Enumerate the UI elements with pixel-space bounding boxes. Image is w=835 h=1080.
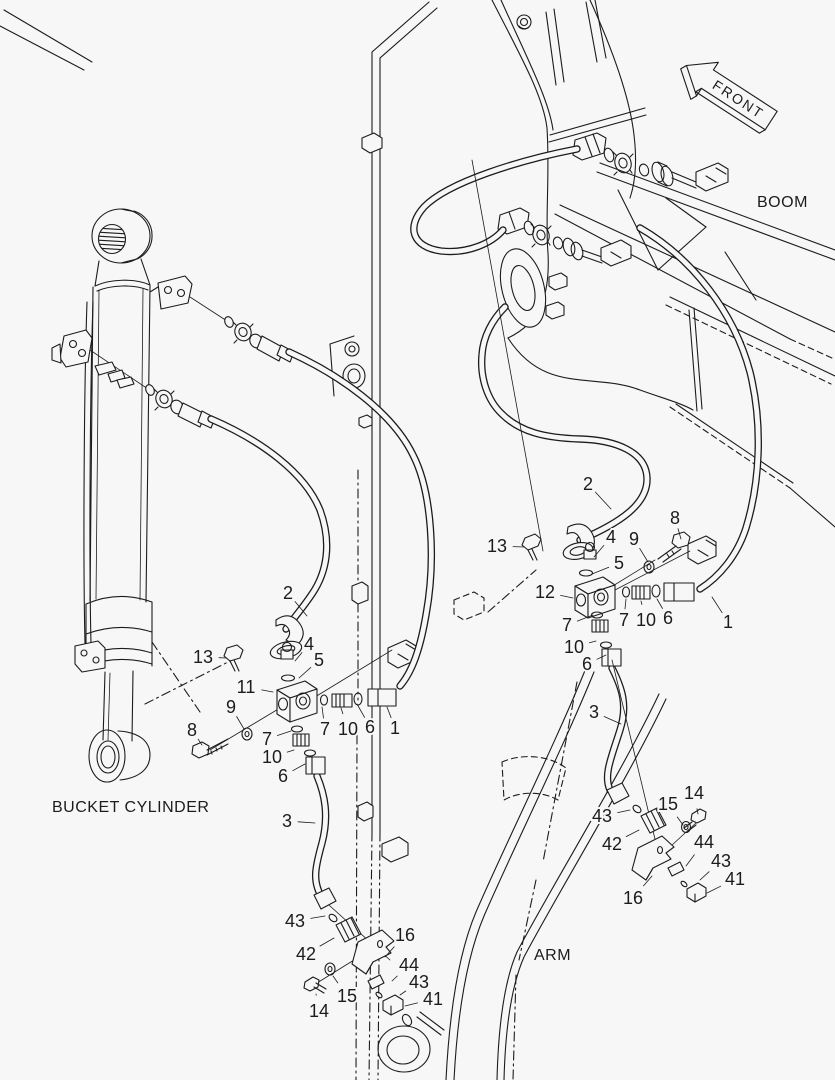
part-number-callout: 43	[591, 806, 613, 826]
hose-1-right	[640, 228, 758, 589]
part-number-callout: 10	[563, 637, 585, 657]
part-number-callout: 44	[398, 955, 420, 975]
part-number-callout: 4	[605, 527, 617, 547]
part-number-callout: 9	[628, 529, 640, 549]
part-number-callout: 2	[282, 583, 294, 603]
part-number-callout: 6	[277, 766, 289, 786]
callout-leader-line	[341, 708, 343, 714]
callout-leader-line	[604, 717, 621, 725]
part-number-callout: 13	[192, 647, 214, 667]
callout-leader-line	[712, 597, 722, 613]
arm-bottom-boss	[378, 1012, 444, 1072]
arm-label: ARM	[534, 947, 572, 964]
part-number-callout: 43	[408, 972, 430, 992]
callout-leader-line	[640, 548, 648, 562]
part-number-callout: 41	[422, 989, 444, 1009]
callout-leader-line	[625, 599, 626, 609]
callout-leader-line	[357, 704, 365, 717]
part-number-callout: 7	[561, 615, 573, 635]
part-number-callout: 9	[225, 697, 237, 717]
front-label: FRONT	[709, 76, 768, 122]
bucket-cylinder-label: BUCKET CYLINDER	[52, 799, 210, 816]
part-number-callout: 16	[394, 925, 416, 945]
part-number-callout: 41	[724, 869, 746, 889]
callout-leader-line	[299, 667, 311, 678]
callout-leader-line	[592, 567, 609, 574]
boom-upper-connector	[573, 133, 728, 191]
part-number-callout: 1	[722, 612, 734, 632]
part-number-callout: 7	[261, 729, 273, 749]
part-number-callout: 3	[588, 702, 600, 722]
callout-leader-line	[686, 855, 694, 866]
hose-top-loop	[414, 149, 577, 251]
callout-leader-line	[626, 830, 639, 837]
part-number-callout: 10	[261, 747, 283, 767]
dashed-bracket	[454, 592, 484, 620]
cylinder-lower-port-flange	[52, 330, 148, 389]
bucket-cylinder-drawing	[52, 209, 294, 782]
part-number-callout: 4	[303, 634, 315, 654]
callout-leader-line	[657, 599, 663, 609]
callout-leader-line	[287, 750, 294, 752]
callout-leader-line	[707, 886, 721, 893]
cylinder-upper-port-flange	[150, 276, 227, 321]
cylinder-upper-connector	[223, 315, 294, 362]
part-number-callout: 15	[336, 986, 358, 1006]
part-number-callout: 8	[186, 720, 198, 740]
callout-leader-line	[400, 991, 406, 995]
part-number-callout: 43	[284, 911, 306, 931]
part-number-callout: 10	[337, 719, 359, 739]
callout-leader-line	[298, 822, 315, 823]
callout-leader-line	[392, 976, 397, 981]
boom-label: BOOM	[757, 194, 808, 211]
part-number-callout: 16	[622, 888, 644, 908]
callout-leader-line	[561, 595, 573, 598]
callout-leader-line	[320, 938, 334, 946]
cylinder-lower-connector	[144, 383, 215, 428]
part-number-callout: 2	[582, 474, 594, 494]
part-number-callout: 42	[601, 834, 623, 854]
part-number-callout: 43	[710, 851, 732, 871]
hose-2-right	[482, 307, 647, 540]
callout-leader-line	[311, 916, 325, 918]
part-number-callout: 13	[486, 536, 508, 556]
part-number-callout: 6	[364, 717, 376, 737]
part-number-callout: 1	[389, 718, 401, 738]
callout-leader-line	[595, 492, 611, 509]
part-number-callout: 10	[635, 610, 657, 630]
part-number-callout: 8	[669, 508, 681, 528]
part-number-callout: 42	[295, 944, 317, 964]
boom-foot-hub	[493, 244, 567, 332]
callout-leader-line	[618, 810, 630, 813]
callout-leader-line	[293, 764, 305, 771]
arm-section-break	[502, 757, 566, 800]
part-number-callout: 7	[319, 719, 331, 739]
part-number-callout: 12	[534, 582, 556, 602]
boom-plate-bolt	[517, 15, 531, 29]
hose-3-left	[316, 776, 326, 894]
front-direction-arrow	[670, 47, 782, 142]
part-number-callout: 7	[618, 610, 630, 630]
part-number-callout: 11	[236, 677, 256, 697]
callout-leader-line	[322, 707, 324, 718]
part-number-callout: 14	[308, 1001, 330, 1021]
part-number-callout: 6	[662, 608, 674, 628]
callout-leader-line	[405, 1003, 418, 1006]
hose-2-left	[211, 419, 327, 629]
cylinder-side-bracket	[75, 641, 105, 672]
callout-leader-line	[700, 872, 709, 880]
part-number-callout: 14	[683, 783, 705, 803]
part-number-callout: 44	[693, 832, 715, 852]
corner-structure-lines	[0, 10, 92, 70]
part-number-callout: 6	[581, 654, 593, 674]
part-number-callout: 15	[657, 794, 679, 814]
callout-leader-line	[589, 641, 596, 643]
callout-leader-line	[262, 690, 273, 692]
callout-leader-line	[277, 731, 291, 736]
callout-leader-line	[387, 707, 391, 718]
part-number-callout: 3	[281, 811, 293, 831]
hose-3-right	[607, 668, 623, 790]
callout-leader-line	[677, 817, 683, 825]
callout-leader-line	[333, 976, 338, 983]
callout-leader-line	[641, 601, 642, 605]
callout-leader-line	[237, 717, 244, 730]
part-number-callout: 5	[313, 650, 325, 670]
part-number-callout: 5	[613, 553, 625, 573]
